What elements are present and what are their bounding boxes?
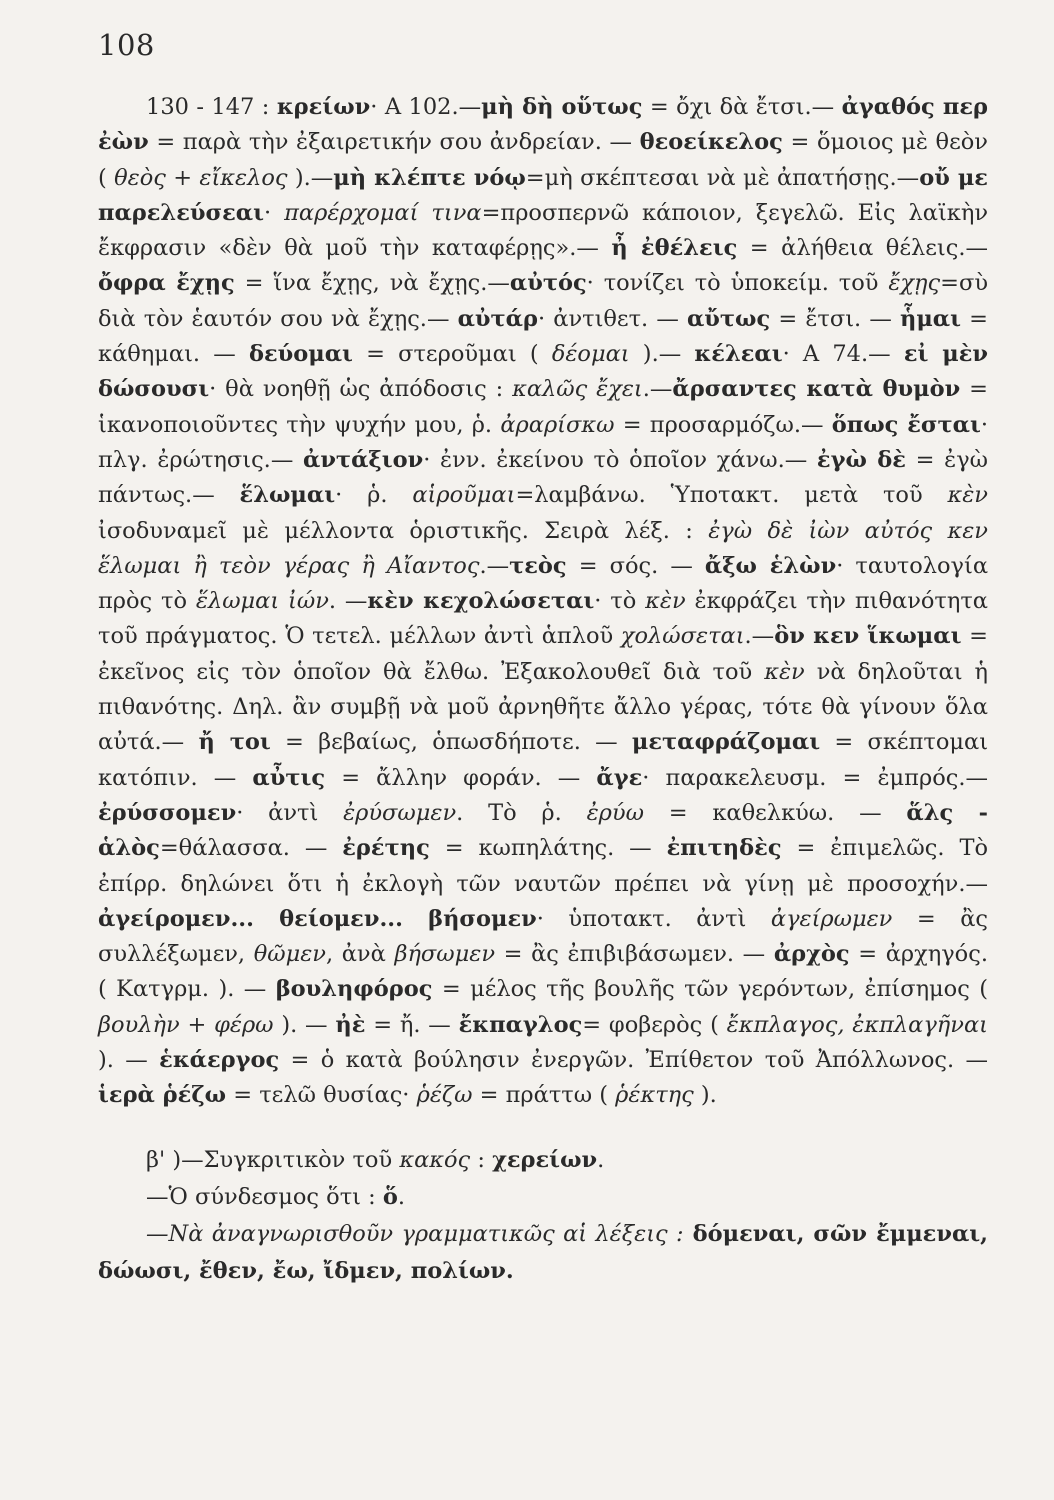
conjunction-note-end: . xyxy=(397,1183,406,1210)
italic-form: κὲν xyxy=(764,658,805,685)
commentary-text: = ἄλλην φοράν. — xyxy=(325,764,597,791)
page-body xyxy=(98,90,988,1290)
commentary-text: · xyxy=(263,199,285,226)
commentary-text: = ἱκανοποιοῦντες τὴν ψυχήν μου, ῥ. xyxy=(98,376,988,438)
commentary-text: ).— xyxy=(287,164,334,191)
commentary-text: · ἀντὶ xyxy=(236,799,344,826)
commentary-text: νὰ δηλοῦται ἡ πιθανότης. Δηλ. ἂν συμβῇ νὰ μοῦ ἀρνηθῆτε ἄλλο γέρας, τότε θὰ γίνουν ὅλα αὐτά.— xyxy=(98,658,988,756)
commentary-text: . Τὸ ῥ. xyxy=(456,799,587,826)
commentary-text: = πράττω ( xyxy=(472,1082,616,1109)
italic-form: θῶμεν xyxy=(253,941,326,968)
lemma-term: κέλεαι xyxy=(694,341,783,368)
conjunction-note xyxy=(98,1179,988,1216)
italic-form: ἔκπλαγος, ἐκπλαγῆναι xyxy=(726,1011,988,1038)
commentary-text: = ἀλήθεια θέλεις.— xyxy=(737,235,988,262)
lemma-term: οὔ με παρελεύσεαι xyxy=(98,164,988,226)
lemma-term: ἄξω ἑλὼν xyxy=(704,552,837,579)
italic-form: κὲν xyxy=(645,588,686,615)
commentary-text: = ὁ κατὰ βούλησιν ἐνεργῶν. Ἐπίθετον τοῦ Ἀπόλλωνος. — xyxy=(279,1047,989,1074)
commentary-text: = βεβαίως, ὁπωσδήποτε. — xyxy=(270,729,632,756)
lemma-term: ἕλωμαι xyxy=(239,482,336,509)
grammar-task-words: δόμεναι, σῶν ἔμμεναι, δώωσι, ἔθεν, ἔω, ἴδμεν, πολίων. xyxy=(98,1220,989,1284)
lemma-term: ἠὲ xyxy=(335,1011,366,1038)
lemma-term: αὖτις xyxy=(252,764,326,791)
lemma-term: ἀντάξιον xyxy=(303,446,424,473)
italic-form: δέομαι xyxy=(551,341,630,368)
italic-form: χολώσεται xyxy=(620,623,745,650)
italic-form: ἕλωμαι ἰών xyxy=(195,588,329,615)
comparative-note-end: . xyxy=(597,1146,605,1173)
commentary-text: = κωπηλάτης. — xyxy=(429,835,667,862)
comparative-note-sep: : xyxy=(470,1146,493,1173)
lemma-term: ἦ ἐθέλεις xyxy=(611,235,738,262)
lemma-term: ἧμαι xyxy=(899,305,961,332)
italic-form: ἐγὼ δὲ ἰὼν αὐτός κεν ἕλωμαι ἢ τεὸν γέρας ἢ Αἴαντος xyxy=(98,517,988,579)
lemma-term: τεὸς xyxy=(509,552,567,579)
commentary-text: ). — xyxy=(273,1011,336,1038)
italic-form: ἐρύσωμεν xyxy=(343,799,457,826)
commentary-text: .— xyxy=(479,552,510,579)
lemma-term: εἰ μὲν δώσουσι xyxy=(98,341,989,403)
lemma-term: ἀγαθός περ ἐὼν xyxy=(98,94,988,156)
commentary-text: · τονίζει τὸ ὑποκείμ. τοῦ xyxy=(586,270,889,297)
commentary-text: =σὺ διὰ τὸν ἑαυτόν σου νὰ ἔχῃς.— xyxy=(98,270,989,332)
commentary-text: · ἀντιθετ. — xyxy=(537,305,687,332)
italic-form: ῥέζω xyxy=(416,1082,473,1109)
commentary-text: = ὄχι δὰ ἔτσι.— xyxy=(642,94,842,120)
comparative-note-word: κακός xyxy=(399,1146,471,1173)
commentary-text: · παρακελευσμ. = ἐμπρός.— xyxy=(642,764,988,791)
commentary-text: = ἂς συλλέξωμεν, xyxy=(98,905,988,968)
lemma-term: ἀρχὸς xyxy=(773,941,850,968)
commentary-text: · ῥ. xyxy=(335,482,413,509)
commentary-text: = μέλος τῆς βουλῆς τῶν γερόντων, ἐπίσημος ( xyxy=(432,976,988,1003)
italic-form: βήσωμεν xyxy=(394,941,496,968)
commentary-text: =προσπερνῶ κάποιον, ξεγελῶ. Εἰς λαϊκὴν ἔκφρασιν «δὲν θὰ μοῦ τὴν καταφέρῃς».— xyxy=(98,199,988,262)
grammar-task-lead: —Νὰ ἀναγνωρισθοῦν γραμματικῶς αἱ λέξεις : xyxy=(146,1220,684,1247)
commentary-text: =θάλασσα. — xyxy=(159,835,343,862)
commentary-text: 130 - 147 : xyxy=(146,94,277,120)
lemma-term: αὐτάρ xyxy=(457,305,538,332)
commentary-text: ἐκφράζει τὴν πιθανότητα τοῦ πράγματος. Ὁ τετελ. μέλλων ἀντὶ ἁπλοῦ xyxy=(98,588,988,650)
commentary-text: = ὅμοιος μὲ θεὸν ( xyxy=(98,129,988,191)
lemma-term: κὲν κεχολώσεται xyxy=(367,588,595,615)
commentary-text: ).— xyxy=(629,341,695,368)
commentary-text: = στεροῦμαι ( xyxy=(352,341,552,368)
lemma-term: ἐγὼ δὲ xyxy=(816,446,906,473)
italic-form: ἀραρίσκω xyxy=(500,411,615,438)
lemma-term: αὔτως xyxy=(686,305,771,332)
commentary-text: =μὴ σκέπτεσαι νὰ μὲ ἀπατήσῃς.— xyxy=(525,164,920,191)
commentary-text: · ὑποτακτ. ἀντὶ xyxy=(536,905,771,932)
commentary-text: · πλγ. ἐρώτησις.— xyxy=(98,411,988,473)
lemma-term: ὃν κεν ἵκωμαι xyxy=(774,623,962,650)
commentary-text: = παρὰ τὴν ἐξαιρετικήν σου ἀνδρείαν. — xyxy=(148,129,640,156)
italic-form: ἐρύω xyxy=(586,799,644,826)
commentary-text: = ἵνα ἔχῃς, νὰ ἔχῃς.— xyxy=(234,270,510,297)
lemma-term: μεταφράζομαι xyxy=(631,729,821,756)
lemma-term: ἐρέτης xyxy=(342,835,430,862)
commentary-text: = ἤ. — xyxy=(365,1011,459,1038)
commentary-text: = καθελκύω. — xyxy=(643,799,907,826)
lemma-term: δεύομαι xyxy=(248,341,353,368)
commentary-text: = τελῶ θυσίας· xyxy=(226,1082,417,1109)
lemma-term: ἱερὰ ῥέζω xyxy=(98,1082,227,1109)
commentary-text: · ταυτολογία πρὸς τὸ xyxy=(98,552,989,615)
lemma-term: αὐτός xyxy=(509,270,587,297)
commentary-text: · Α 102.— xyxy=(370,94,482,120)
commentary-text: = προσαρμόζω.— xyxy=(614,411,832,438)
exercises-block xyxy=(98,1142,988,1290)
commentary-text: · ἐνν. ἐκείνου τὸ ὁποῖον χάνω.— xyxy=(423,446,817,473)
commentary-text: ). — xyxy=(98,1047,160,1074)
commentary-text: = κάθημαι. — xyxy=(98,305,988,368)
commentary-text: = φοβερὸς ( xyxy=(582,1011,727,1038)
commentary-text: = ἐκεῖνος εἰς τὸν ὁποῖον θὰ ἔλθω. Ἐξακολουθεῖ διὰ τοῦ xyxy=(98,623,988,685)
italic-form: κὲν xyxy=(947,482,988,509)
lemma-term: ὅπως ἔσται xyxy=(831,411,981,438)
lemma-term: μὴ δὴ οὕτως xyxy=(481,94,643,120)
lemma-term: ἄρσαντες κατὰ θυμὸν xyxy=(672,376,961,403)
lemma-term: ὄφρα ἔχῃς xyxy=(98,270,235,297)
grammar-task xyxy=(98,1216,988,1290)
conjunction-note-lead: —Ὁ σύνδεσμος ὅτι : xyxy=(146,1183,383,1210)
lemma-term: ἐπιτηδὲς xyxy=(666,835,782,862)
italic-form: ῥέκτης xyxy=(615,1082,694,1109)
italic-form: αἱροῦμαι xyxy=(412,482,516,509)
commentary-text: = σκέπτομαι κατόπιν. — xyxy=(98,729,989,791)
commentary-text: = ἀρχηγός. ( Κατγρμ. ). — xyxy=(98,941,988,1003)
commentary-text: ἰσοδυναμεῖ μὲ μέλλοντα ὁριστικῆς. Σειρὰ λέξ. : xyxy=(98,517,709,544)
lemma-term: θεοείκελος xyxy=(639,129,783,156)
commentary-text: . — xyxy=(328,588,368,615)
comparative-note-lead: β' )—Συγκριτικὸν τοῦ xyxy=(146,1146,400,1173)
commentary-text: · θὰ νοηθῇ ὡς ἀπόδοσις : xyxy=(209,376,513,403)
italic-form: καλῶς ἔχει xyxy=(512,376,643,403)
italic-form: βουλὴν + φέρω xyxy=(98,1011,274,1038)
lemma-term: ἄγε xyxy=(596,764,643,791)
lemma-term: βουληφόρος xyxy=(275,976,433,1003)
commentary-text: · Α 74.— xyxy=(782,341,904,368)
lemma-term: κρείων xyxy=(276,94,371,120)
comparative-note xyxy=(98,1142,988,1179)
lemma-term: ἐρύσσομεν xyxy=(98,799,237,826)
lemma-term: ἔκπαγλος xyxy=(458,1011,583,1038)
commentary-text: , ἀνὰ xyxy=(325,941,395,968)
commentary-text: = σός. — xyxy=(566,552,705,579)
italic-form: ἀγείρωμεν xyxy=(770,905,893,932)
lemma-term: ἤ τοι xyxy=(198,729,271,756)
lemma-term: ἀγείρομεν... θείομεν... βήσομεν xyxy=(98,905,537,932)
italic-form: θεὸς + εἴκελος xyxy=(114,164,288,191)
commentary-text: · τὸ xyxy=(594,588,646,615)
commentary-paragraph xyxy=(98,90,988,1114)
commentary-text: ). xyxy=(693,1082,717,1109)
commentary-text: .— xyxy=(642,376,673,403)
commentary-text: = ἐγὼ πάντως.— xyxy=(98,446,988,509)
lemma-term: μὴ κλέπτε νόῳ xyxy=(333,164,526,191)
conjunction-note-answer: ὅ xyxy=(382,1183,398,1210)
commentary-text: =λαμβάνω. Ὑποτακτ. μετὰ τοῦ xyxy=(515,482,948,509)
lemma-term: ἑκάεργος xyxy=(159,1047,280,1074)
page-number: 108 xyxy=(98,28,155,62)
comparative-note-answer: χερείων xyxy=(492,1146,598,1173)
italic-form: ἔχῃς xyxy=(888,270,941,297)
commentary-text: = ἐπιμελῶς. Τὸ ἐπίρρ. δηλώνει ὅτι ἡ ἐκλογὴ τῶν ναυτῶν πρέπει νὰ γίνῃ μὲ προσοχήν.— xyxy=(98,835,988,897)
commentary-text: = ἂς ἐπιβιβάσωμεν. — xyxy=(495,941,774,968)
commentary-text: = ἔτσι. — xyxy=(770,305,900,332)
italic-form: παρέρχομαί τινα xyxy=(284,199,482,226)
lemma-term: ἅλς - ἁλὸς xyxy=(98,799,988,862)
commentary-text: .— xyxy=(744,623,775,650)
